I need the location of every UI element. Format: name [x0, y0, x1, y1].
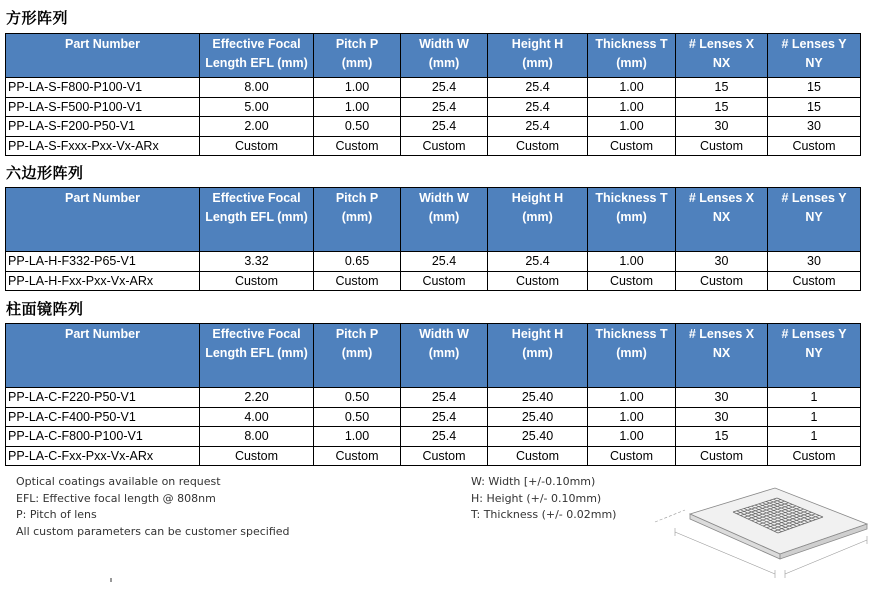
- thickness-cell: 1.00: [588, 407, 676, 427]
- lenses-x-cell: 15: [676, 97, 768, 117]
- height-cell: 25.4: [488, 252, 588, 272]
- table-header-row: [6, 188, 861, 252]
- efl-cell: 2.00: [200, 117, 314, 137]
- part-number-cell: PP-LA-C-F220-P50-V1: [6, 388, 200, 408]
- table-row: [6, 388, 861, 408]
- table-row: [6, 407, 861, 427]
- lenses-y-cell: Custom: [768, 271, 861, 291]
- table-row: [6, 427, 861, 447]
- efl-cell: 2.20: [200, 388, 314, 408]
- col-height: Height H (mm): [488, 324, 588, 388]
- efl-cell: Custom: [200, 271, 314, 291]
- col-thickness: Thickness T (mm): [588, 34, 676, 78]
- thickness-cell: Custom: [588, 271, 676, 291]
- part-number-cell: PP-LA-C-Fxx-Pxx-Vx-ARx: [6, 446, 200, 466]
- section-title-hexagonal: 六边形阵列: [6, 164, 84, 182]
- part-number-cell: PP-LA-S-F800-P100-V1: [6, 78, 200, 98]
- height-cell: 25.4: [488, 78, 588, 98]
- width-cell: Custom: [401, 136, 488, 156]
- height-cell: 25.4: [488, 117, 588, 137]
- thickness-cell: 1.00: [588, 427, 676, 447]
- notes-right: [471, 474, 616, 524]
- width-cell: 25.4: [401, 97, 488, 117]
- col-lenses-y: # Lenses Y NY: [768, 188, 861, 252]
- table-header-row: [6, 34, 861, 78]
- col-width: Width W (mm): [401, 34, 488, 78]
- part-number-cell: PP-LA-C-F800-P100-V1: [6, 427, 200, 447]
- efl-cell: 8.00: [200, 78, 314, 98]
- efl-cell: 3.32: [200, 252, 314, 272]
- col-part-number: Part Number: [6, 34, 200, 78]
- note-line: Optical coatings available on request: [16, 475, 221, 488]
- lenses-y-cell: 30: [768, 252, 861, 272]
- table-row: [6, 97, 861, 117]
- pitch-cell: Custom: [314, 446, 401, 466]
- pitch-cell: 1.00: [314, 97, 401, 117]
- col-efl: Effective Focal Length EFL (mm): [200, 34, 314, 78]
- lenses-x-cell: 30: [676, 407, 768, 427]
- col-pitch: Pitch P (mm): [314, 188, 401, 252]
- efl-cell: Custom: [200, 446, 314, 466]
- note-line: H: Height (+/- 0.10mm): [471, 491, 602, 505]
- cylindrical-array-table: [5, 323, 861, 466]
- note-line: EFL: Effective focal length @ 808nm: [16, 491, 216, 505]
- thickness-cell: Custom: [588, 136, 676, 156]
- microlens-array-plate-drawing-icon: [645, 462, 875, 580]
- part-number-cell: PP-LA-S-Fxxx-Pxx-Vx-ARx: [6, 136, 200, 156]
- col-efl: Effective Focal Length EFL (mm): [200, 324, 314, 388]
- thickness-cell: 1.00: [588, 117, 676, 137]
- width-cell: Custom: [401, 271, 488, 291]
- width-cell: 25.4: [401, 252, 488, 272]
- table-header-row: [6, 324, 861, 388]
- part-number-cell: PP-LA-H-F332-P65-V1: [6, 252, 200, 272]
- table-row: [6, 78, 861, 98]
- col-height: Height H (mm): [488, 188, 588, 252]
- col-thickness: Thickness T (mm): [588, 324, 676, 388]
- lenses-x-cell: Custom: [676, 136, 768, 156]
- notes-left: [16, 474, 290, 540]
- part-number-cell: PP-LA-S-F500-P100-V1: [6, 97, 200, 117]
- width-cell: 25.4: [401, 407, 488, 427]
- lenses-y-cell: Custom: [768, 136, 861, 156]
- efl-cell: 8.00: [200, 427, 314, 447]
- width-cell: 25.4: [401, 427, 488, 447]
- lenses-y-cell: 1: [768, 427, 861, 447]
- col-efl: Effective Focal Length EFL (mm): [200, 188, 314, 252]
- section-title-cylindrical: 柱面镜阵列: [6, 300, 84, 318]
- lenses-y-cell: 15: [768, 97, 861, 117]
- col-lenses-y: # Lenses Y NY: [768, 34, 861, 78]
- efl-cell: Custom: [200, 136, 314, 156]
- pitch-cell: 1.00: [314, 78, 401, 98]
- height-cell: 25.4: [488, 97, 588, 117]
- hexagonal-array-table: [5, 187, 861, 291]
- thickness-cell: 1.00: [588, 78, 676, 98]
- col-lenses-x: # Lenses X NX: [676, 324, 768, 388]
- col-lenses-y: # Lenses Y NY: [768, 324, 861, 388]
- pitch-cell: 1.00: [314, 427, 401, 447]
- lenses-y-cell: 1: [768, 388, 861, 408]
- pitch-cell: 0.50: [314, 388, 401, 408]
- stray-mark: [110, 578, 112, 582]
- lenses-y-cell: 30: [768, 117, 861, 137]
- height-cell: Custom: [488, 136, 588, 156]
- lenses-x-cell: 15: [676, 78, 768, 98]
- col-lenses-x: # Lenses X NX: [676, 34, 768, 78]
- lenses-y-cell: 15: [768, 78, 861, 98]
- width-cell: 25.4: [401, 78, 488, 98]
- table-row: [6, 252, 861, 272]
- lenses-x-cell: 30: [676, 117, 768, 137]
- part-number-cell: PP-LA-H-Fxx-Pxx-Vx-ARx: [6, 271, 200, 291]
- width-cell: 25.4: [401, 117, 488, 137]
- thickness-cell: 1.00: [588, 97, 676, 117]
- table-row: [6, 271, 861, 291]
- height-cell: Custom: [488, 446, 588, 466]
- col-width: Width W (mm): [401, 324, 488, 388]
- lenses-x-cell: Custom: [676, 271, 768, 291]
- height-cell: 25.40: [488, 407, 588, 427]
- height-cell: Custom: [488, 271, 588, 291]
- note-line: All custom parameters can be customer specified: [16, 524, 290, 538]
- note-line: W: Width [+/-0.10mm): [471, 475, 596, 488]
- height-cell: 25.40: [488, 427, 588, 447]
- thickness-cell: 1.00: [588, 388, 676, 408]
- efl-cell: 4.00: [200, 407, 314, 427]
- lenses-y-cell: Custom: [768, 446, 861, 466]
- lenses-x-cell: Custom: [676, 446, 768, 466]
- pitch-cell: Custom: [314, 271, 401, 291]
- col-height: Height H (mm): [488, 34, 588, 78]
- pitch-cell: 0.50: [314, 407, 401, 427]
- col-part-number: Part Number: [6, 188, 200, 252]
- pitch-cell: 0.65: [314, 252, 401, 272]
- note-line: T: Thickness (+/- 0.02mm): [471, 508, 617, 521]
- height-cell: 25.40: [488, 388, 588, 408]
- table-row: [6, 117, 861, 137]
- lenses-x-cell: 30: [676, 388, 768, 408]
- efl-cell: 5.00: [200, 97, 314, 117]
- pitch-cell: Custom: [314, 136, 401, 156]
- section-title-square: 方形阵列: [6, 9, 69, 27]
- col-part-number: Part Number: [6, 324, 200, 388]
- col-pitch: Pitch P (mm): [314, 324, 401, 388]
- col-lenses-x: # Lenses X NX: [676, 188, 768, 252]
- width-cell: 25.4: [401, 388, 488, 408]
- lenses-y-cell: 1: [768, 407, 861, 427]
- col-thickness: Thickness T (mm): [588, 188, 676, 252]
- width-cell: Custom: [401, 446, 488, 466]
- thickness-cell: 1.00: [588, 252, 676, 272]
- pitch-cell: 0.50: [314, 117, 401, 137]
- col-width: Width W (mm): [401, 188, 488, 252]
- lenses-x-cell: 15: [676, 427, 768, 447]
- part-number-cell: PP-LA-C-F400-P50-V1: [6, 407, 200, 427]
- lenses-x-cell: 30: [676, 252, 768, 272]
- note-line: P: Pitch of lens: [16, 508, 97, 521]
- part-number-cell: PP-LA-S-F200-P50-V1: [6, 117, 200, 137]
- col-pitch: Pitch P (mm): [314, 34, 401, 78]
- table-row: [6, 136, 861, 156]
- thickness-cell: Custom: [588, 446, 676, 466]
- square-array-table: [5, 33, 861, 156]
